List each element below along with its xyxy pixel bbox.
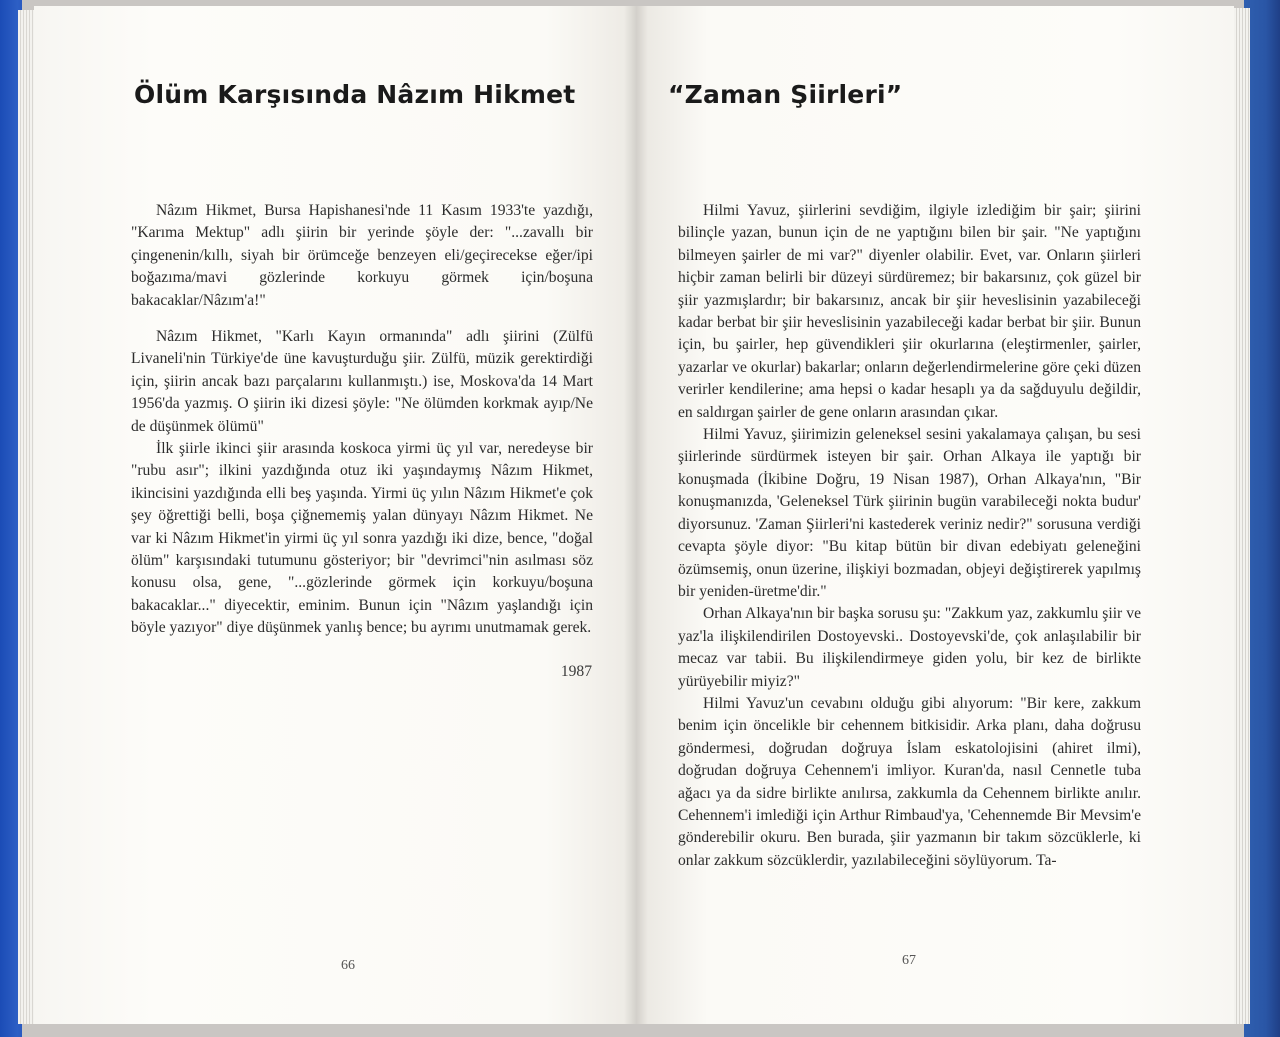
- left-text-block-2: [131, 326, 593, 640]
- paragraph: İlk şiirle ikinci şiir arasında koskoca yirmi üç yıl var, neredeyse bir "rubu asır"; ilkini yazdığında otuz iki yaşındaymış Nâzım Hikmet, ikincisini yazdığında elli beş yaşında. Yirmi üç yılın Nâzım Hikmet'e çok şey öğrettiği belli, boşa çiğnememiş yalan dünyayı Nâzım Hikmet. Ne var ki Nâzım Hikmet'in yirmi üç yıl sonra yazdığı iki dize, bence, "doğal ölüm" karşısındaki tutumunu gösteriyor; bir "devrimci"nin asılması söz konusu olsa, gene, "...gözlerinde görmek için korkuyu/boşuna bakacaklar..." diyecektir, eminim. Bunun için "Nâzım yaşlandığı için böyle yazıyor" diye düşünmek yanlış bence; bu ayrımı unutmamak gerek.: [131, 440, 593, 637]
- left-text-block-1: [131, 200, 593, 312]
- paragraph: Nâzım Hikmet, "Karlı Kayın ormanında" adlı şiirini (Zülfü Livaneli'nin Türkiye'de üne kavuşturduğu şiir. Zülfü, müzik gerektirdiği için, şiirin ancak bazı parçalarını kullanmıştı.) ise, Moskova'da 14 Mart 1956'da yazmış. O şiirin iki dizesi şöyle: "Ne ölümden korkmak ayıp/Ne de düşünmek ölümü": [131, 328, 593, 435]
- paragraph: Hilmi Yavuz'un cevabını olduğu gibi alıyorum: "Bir kere, zakkum benim için öncelikle bir cehennem bitkisidir. Arka planı, daha doğrusu göndermesi, doğrudan doğruya İslam eskatolojisini (ahiret ilmi), doğrudan doğruya Cehennem'i imliyor. Kuran'da, nasıl Cennetle tuba ağacı ya da sidre birlikte anılırsa, zakkumla da Cehennem birlikte anılır. Cehennem'i imlediği için Arthur Rimbaud'ya, 'Cehennemde Bir Mevsim'e gönderebilir okuru. Ben burada, şiir yazmanın bir takım sözcüklerle, ki onlar zakkum sözcüklerdir, yazılabileceğini söylüyorum. Ta-: [678, 694, 1141, 869]
- essay-year: 1987: [560, 663, 592, 680]
- page-number-left: 66: [341, 958, 355, 973]
- right-chapter-title: “Zaman Şiirleri”: [668, 80, 903, 109]
- right-text-block: [678, 200, 1141, 872]
- page-number-right: 67: [902, 953, 916, 968]
- left-chapter-title: Ölüm Karşısında Nâzım Hikmet: [134, 80, 576, 109]
- page-stack-left: [18, 10, 34, 1024]
- book-spine: [624, 6, 648, 1024]
- page-stack-right: [1234, 8, 1250, 1024]
- paragraph: Orhan Alkaya'nın bir başka sorusu şu: "Zakkum yaz, zakkumlu şiir ve yaz'la ilişkilendirilen Dostoyevski.. Dostoyevski'de, çok anlaşılabilir bir mecaz var tabii. Bu ilişkilendirmeye giden yolu, bir kez de birlikte yürüyebilir miyiz?": [678, 605, 1141, 690]
- paragraph: Nâzım Hikmet, Bursa Hapishanesi'nde 11 Kasım 1933'te yazdığı, "Karıma Mektup" adlı şiirin bir yerinde şöyle der: "...zavallı bir çingenenin/kıllı, siyah bir örümceğe benzeyen eli/geçirecekse eğer/ipi boğazıma/mavi gözlerinde korkuyu görmek için/boşuna bakacaklar/Nâzım'a!": [131, 202, 593, 309]
- paragraph: Hilmi Yavuz, şiirimizin geleneksel sesini yakalamaya çalışan, bu sesi şiirlerinde sürdürmek isteyen bir şair. Orhan Alkaya ile yaptığı bir konuşmada (İkibine Doğru, 19 Nisan 1987), Orhan Alkaya'nın, "Bir konuşmanızda, 'Geleneksel Türk şiirinin bugün varabileceği nokta budur' diyorsunuz. 'Zaman Şiirleri'ni kastederek veriniz nedir?" sorusuna verdiği cevapta şöyle diyor: "Bu kitap bütün bir divan edebiyatı geleneğini özümsemiş, onun üzerine, ilişkiyi bozmadan, objeyi değiştirerek yapılmış bir yeniden-üretme'dir.": [678, 426, 1141, 600]
- paragraph: Hilmi Yavuz, şiirlerini sevdiğim, ilgiyle izlediğim bir şair; şiirini bilinçle yazan, bunun için de ne yaptığını bilen bir şair. "Ne yaptığını bilmeyen şairler de mi var?" diyenler olabilir. Evet, var. Onların şiirleri hiçbir zaman belirli bir düzeyi sürdüremez; bir bakarsınız, çok güzel bir şiir yazmışlardır; bir bakarsınız, ancak bir şiir heveslisinin yazabileceği kadar berbat bir şiir heveslisinin yazabileceği kadar berbat bir şiir. Bunun için, bu şairler, hep güvendikleri şiir okurlarına (eleştirmenler, şairler, yazarlar ve okurlar) bakarlar; onların değerlendirmelerine göre çeki düzen verirler kendilerine; ama hepsi o kadar hesaplı ya da sağduyulu değildir, en saldırgan şairler de gene onların arasından çıkar.: [678, 202, 1141, 421]
